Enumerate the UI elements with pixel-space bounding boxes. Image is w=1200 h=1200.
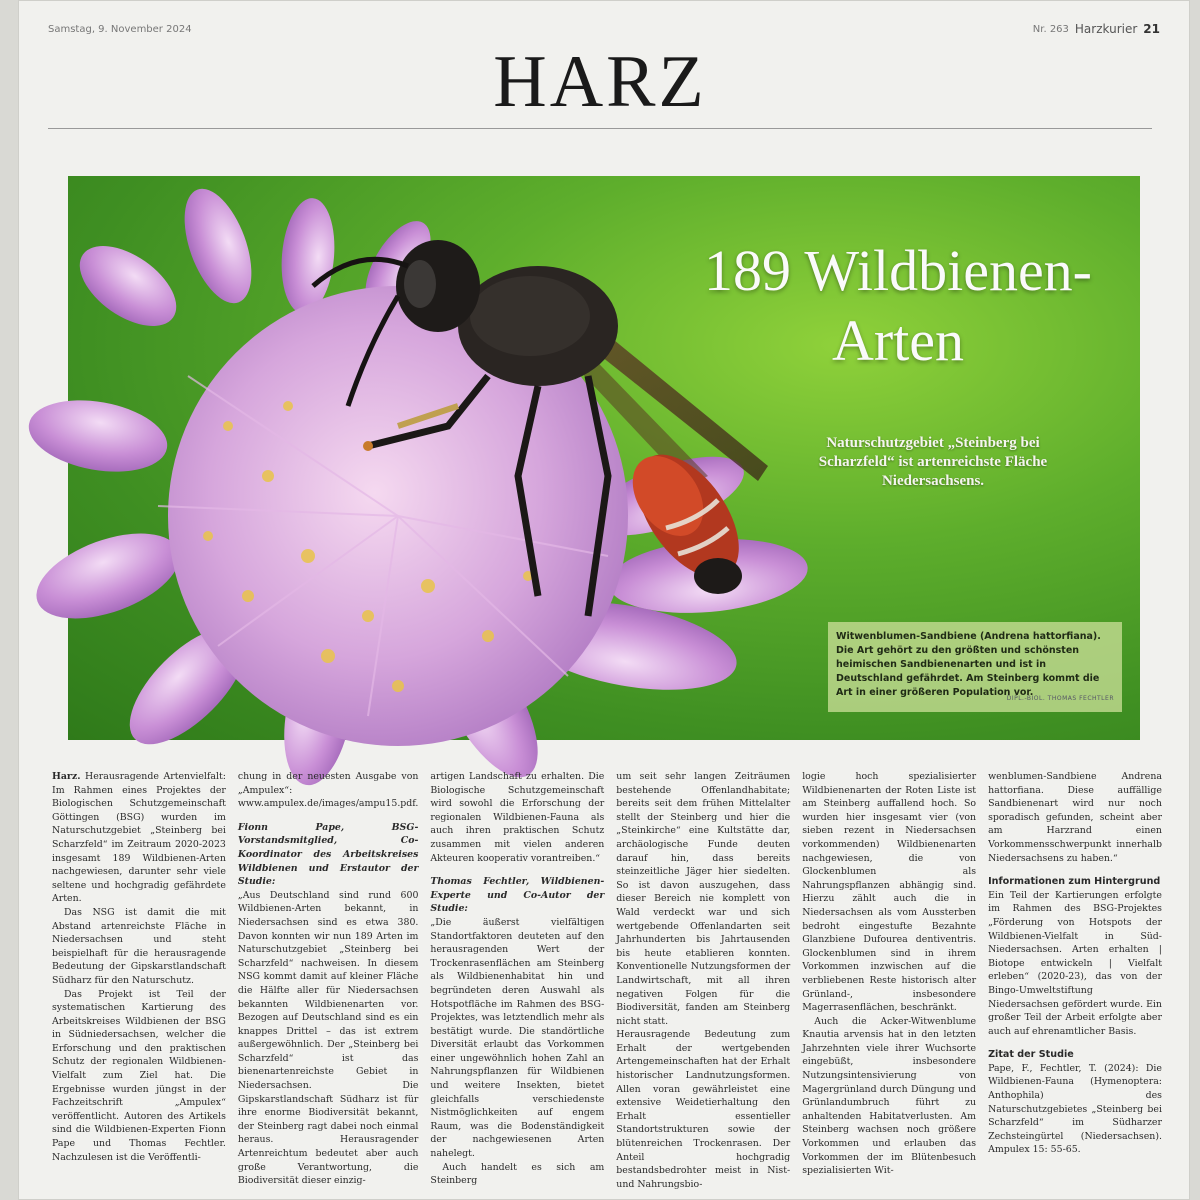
article-column-3 — [430, 770, 605, 1187]
hero-photo — [68, 176, 1140, 740]
headline-line-2: Arten — [831, 308, 965, 373]
citation-heading: Zitat der Studie — [988, 1049, 1074, 1061]
article-column-6 — [988, 770, 1162, 1180]
section-title: HARZ — [493, 41, 707, 123]
quote-author: Fionn Pape, BSG-Vorstandsmitglied, Co-Koordinator des Arbeitskreises Wildbienen und Erstautor der Studie: — [237, 821, 419, 888]
article-headline — [668, 236, 1128, 376]
article-column-1 — [52, 770, 226, 1180]
headline-line-1: 189 Wildbienen- — [703, 238, 1093, 303]
paragraph: chung in der neuesten Ausgabe von „Ampulex“: www.ampulex.de/images/ampu15.pdf. — [237, 771, 419, 810]
article-column-5 — [802, 770, 976, 1180]
newspaper-name: Harzkurier — [1074, 22, 1138, 36]
photo-caption — [828, 622, 1122, 712]
paragraph: Das NSG ist damit die mit Abstand artenreichste Fläche in Niedersachsen und steht beispielhaft für die herausragende Bedeutung der Gipskarstlandschaft Südharz für den Naturschutz. — [52, 906, 226, 986]
article-body — [52, 770, 1162, 1190]
paragraph: „Die äußerst vielfältigen Standortfaktoren deuteten auf den herausragenden Wert der Trockenrasenflächen am Steinberg als Wildbienenhabitat hin und begründeten deren Auswahl als Hotspotfläche im Rahmen des BSG-Projektes, was letztendlich mehr als bestätigt wurde. Die standörtliche Diversität erlaubt das Vorkommen einer ungewöhnlich hohen Zahl an Nahrungspflanzen für Wildbienen und weitere Insekten, bietet gleichfalls verschiedenste Nistmöglichkeiten auf engem Raum, was die Bodenständigkeit der nachgewiesenen Arten nahelegt. — [430, 916, 605, 1160]
paragraph: Ein Teil der Kartierungen erfolgte im Rahmen des BSG-Projektes „Förderung von Hotspots der Wildbienen-Vielfalt in Süd-Niedersachsen. Arten erhalten | Biotope entwickeln | Vielfalt erleben“ (2020-23), das von der Bingo-Umweltstiftung Niedersachsen gefördert wurde. Ein großer Teil der Arbeit erfolgte aber auch auf ehrenamtlicher Basis. — [988, 889, 1162, 1037]
paragraph: Herausragende Artenvielfalt: Im Rahmen eines Projektes der Biologischen Schutzgemeinschaft Göttingen (BSG) wurden im Naturschutzgebiet „Steinberg bei Scharzfeld“ im Zeitraum 2020-2023 insgesamt 189 Wildbienen-Arten nachgewiesen, darunter sehr viele seltene und hochgradig gefährdete Arten. — [52, 771, 226, 905]
paragraph: Auch die Acker-Witwenblume Knautia arvensis hat in den letzten Jahrzehnten viele ihrer Wuchsorte eingebüßt, insbesondere Nutzungsintensivierung von Magergrünland durch Düngung und Grünlandumbruch führt zu anhaltenden Habitatverlusten. Am Steinberg wachsen noch größere Vorkommen und erlauben das Vorkommen der im Blütenbesuch spezialisierten Wit- — [802, 1015, 977, 1177]
article-subheadline: Naturschutzgebiet „Steinberg bei Scharzfeld“ ist artenreichste Fläche Niedersachsens. — [818, 435, 1048, 489]
photo-credit: DIPL.-BIOL. THOMAS FECHTLER — [1006, 695, 1114, 702]
caption-text: Witwenblumen-Sandbiene (Andrena hattorfiana). Die Art gehört zu den größten und schönsten heimischen Sandbienenarten und ist in Deutschland gefährdet. Am Steinberg kommt die Art in einer größeren Population vor. — [836, 631, 1101, 698]
paragraph: Herausragende Bedeutung zum Erhalt der wertgebenden Artengemeinschaften hat der Erhalt historischer Landnutzungsformen. Allen voran gewährleistet eine extensive Weidetierhaltung den Erhalt essentieller Standortstrukturen sowie der blütenreichen Trockenrasen. Der Anteil hochgradig bestandsbedrohter meist in Nist- und Nahrungsbio- — [616, 1029, 791, 1190]
issue-date: Samstag, 9. November 2024 — [48, 23, 192, 35]
paragraph: „Aus Deutschland sind rund 600 Wildbienen-Arten bekannt, in Niedersachsen sind es etwa 380. Davon konnten wir nun 189 Arten im Naturschutzgebiet „Steinberg bei Scharzfeld“ nachweisen. In diesem NSG kommt damit auf kleiner Fläche die Hälfte aller für Niedersachsen bekannten Wildbienenarten vor. Bezogen auf Deutschland sind es ein knappes Drittel – das ist extrem außergewöhnlich. Der „Steinberg bei Scharzfeld“ ist das bienenartenreichste Gebiet in Niedersachsen. Die Gipskarstlandschaft Südharz ist für ihre enorme Biodiversität bekannt, der Steinberg ragt dabei noch einmal heraus. Herausragender Artenreichtum bedeutet aber auch große Verantwortung, die Biodiversität dieser einzig- — [237, 889, 419, 1187]
paragraph: wenblumen-Sandbiene Andrena hattorfiana. Diese auffällige Sandbienenart wird nur noch sporadisch gefunden, scheint aber am Harzrand einen Vorkommensschwerpunkt innerhalb Niedersachsens zu haben.“ — [988, 771, 1162, 864]
page-number: 21 — [1143, 22, 1160, 36]
quote-author: Thomas Fechtler, Wildbienen-Experte und Co-Autor der Studie: — [430, 876, 605, 915]
issue-number: Nr. 263 — [1032, 23, 1069, 35]
masthead-rule — [48, 128, 1152, 129]
paragraph: um seit sehr langen Zeiträumen bestehende Offenlandhabitate; bereits seit dem frühen Mittelalter stellt der Steinberg und hier die „Steinkirche“ eine Kultstätte dar, archäologische Funde deuten darauf hin, dass bereits steinzeitliche Jäger hier siedelten. So ist davon auszugehen, dass dieser Bereich nie komplett von Wald verdeckt war und sich wertgebende Offenlandarten seit Jahrhunderten bis Jahrtausenden bis heute etablieren konnten. Konventionelle Nutzungsformen der Landwirtschaft, mit all ihren negativen Folgen für die Biodiversität, fanden am Steinberg nicht statt. — [616, 771, 791, 1027]
dateline: Harz. — [52, 771, 81, 782]
paragraph: Auch handelt es sich am Steinberg — [430, 1161, 605, 1187]
article-column-4 — [616, 770, 791, 1190]
page-header — [48, 22, 1160, 36]
paragraph: logie hoch spezialisierter Wildbienenarten der Roten Liste ist am Steinberg auffallend hoch. So wurden hier insgesamt vier (von sieben rezent in Niedersachsen vorkommenden) Wildbienenarten nachgewiesen, die von Glockenblumen als Nahrungspflanzen abhängig sind. Hierzu zählt auch die in Niedersachsen als vom Aussterben bedroht eingestufte Bezahnte Glanzbiene Dufourea dentiventris. Glockenblumen sind in ihrem Vorkommen inzwischen auf die verbliebenen Reste historisch alter Grünland-, insbesondere Magerrasenflächen, beschränkt. — [802, 771, 977, 1014]
paragraph: Das Projekt ist Teil der systematischen Kartierung des Arbeitskreises Wildbienen der BSG in Südniedersachsen, welcher die Erforschung und den praktischen Schutz der regionalen Wildbienen-Vielfalt zum Ziel hat. Die Ergebnisse wurden jüngst in der Fachzeitschrift „Ampulex“ veröffentlicht. Autoren des Artikels sind die Wildbienen-Experten Fionn Pape und Thomas Fechtler. Nachzulesen ist die Veröffentli- — [52, 988, 226, 1163]
article-column-2 — [237, 770, 419, 1187]
citation: Pape, F., Fechtler, T. (2024): Die Wildbienen-Fauna (Hymenoptera: Anthophila) des Naturschutzgebietes „Steinberg bei Scharzfeld“ im Südharzer Zechsteingürtel (Niedersachsen). Ampulex 15: 55-65. — [988, 1062, 1162, 1156]
info-heading: Informationen zum Hintergrund — [988, 876, 1161, 888]
paragraph: artigen Landschaft zu erhalten. Die Biologische Schutzgemeinschaft wird sowohl die Erforschung der regionalen Wildbienen-Fauna als auch ihren praktischen Schutz zusammen mit vielen anderen Akteuren kooperativ vorantreiben.“ — [430, 771, 605, 864]
